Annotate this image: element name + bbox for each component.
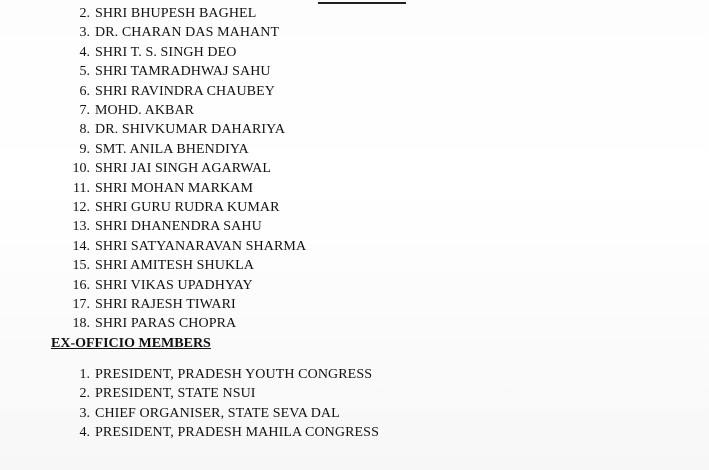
- item-number: 14.: [72, 238, 90, 254]
- ex-officio-role: PRESIDENT, PRADESH YOUTH CONGRESS: [95, 367, 373, 382]
- item-number: 2.: [79, 386, 90, 402]
- item-number: 7.: [79, 103, 90, 118]
- item-number: 8.: [79, 122, 90, 138]
- ex-officio-role: CHIEF ORGANISER, STATE SEVA DAL: [95, 405, 340, 421]
- ex-officio-role: PRESIDENT, STATE NSUI: [95, 386, 256, 402]
- item-number: 12.: [72, 200, 90, 215]
- item-number: 5.: [79, 64, 90, 80]
- member-name: SHRI BHUPESH BAGHEL: [95, 6, 257, 21]
- member-name: SHRI GURU RUDRA KUMAR: [95, 200, 280, 215]
- ex-officio-heading: EX-OFFICIO MEMBERS: [51, 336, 211, 351]
- member-name: SHRI TAMRADHWAJ SAHU: [95, 64, 271, 80]
- member-name: SHRI DHANENDRA SAHU: [95, 219, 262, 235]
- item-number: 9.: [79, 141, 90, 157]
- member-name: SHRI PARAS CHOPRA: [95, 316, 237, 332]
- member-name: SHRI JAI SINGH AGARWAL: [95, 161, 272, 177]
- item-number: 17.: [72, 297, 90, 312]
- item-number: 6.: [79, 83, 90, 99]
- member-name: SMT. ANILA BHENDIYA: [95, 141, 249, 157]
- item-number: 1.: [79, 367, 90, 382]
- member-name: SHRI MOHAN MARKAM: [95, 180, 254, 196]
- item-number: 10.: [72, 161, 90, 177]
- item-number: 18.: [72, 316, 90, 332]
- item-number: 3.: [79, 405, 90, 421]
- item-number: 3.: [79, 25, 90, 41]
- member-name: SHRI T. S. SINGH DEO: [95, 44, 237, 60]
- item-number: 4.: [79, 44, 90, 60]
- member-name: SHRI RAJESH TIWARI: [95, 297, 236, 312]
- item-number: 13.: [72, 219, 90, 235]
- item-number: 11.: [73, 180, 90, 196]
- member-name: MOHD. AKBAR: [95, 103, 195, 118]
- member-name: DR. CHARAN DAS MAHANT: [95, 25, 280, 41]
- member-name: SHRI RAVINDRA CHAUBEY: [95, 83, 275, 99]
- cut-off-heading-underline: [318, 0, 406, 4]
- ex-officio-role: PRESIDENT, PRADESH MAHILA CONGRESS: [95, 425, 379, 441]
- item-number: 2.: [79, 6, 90, 21]
- item-number: 15.: [72, 258, 90, 274]
- item-number: 16.: [72, 277, 90, 293]
- member-name: SHRI VIKAS UPADHYAY: [95, 277, 253, 293]
- member-name: DR. SHIVKUMAR DAHARIYA: [95, 122, 286, 138]
- member-name: SHRI SATYANARAVAN SHARMA: [95, 238, 307, 254]
- item-number: 4.: [79, 425, 90, 441]
- member-name: SHRI AMITESH SHUKLA: [95, 258, 255, 274]
